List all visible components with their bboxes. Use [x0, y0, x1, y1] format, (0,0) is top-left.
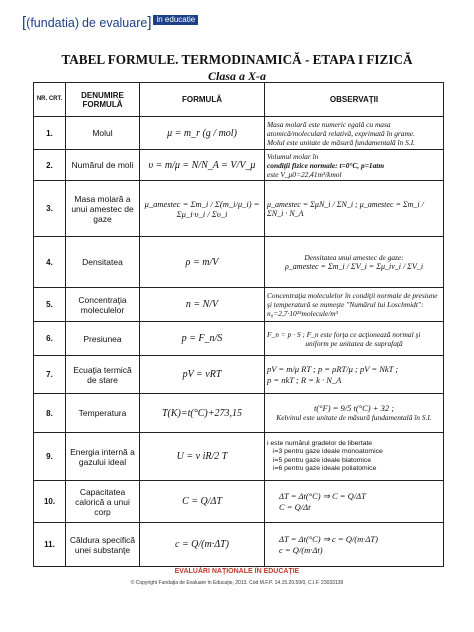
row-name: Concentraţia moleculelor — [66, 288, 140, 322]
table-row — [34, 481, 444, 523]
row-formula: pV = νRT — [140, 356, 265, 394]
table-row — [34, 433, 444, 481]
table-row — [34, 117, 444, 150]
row-formula: ρ = m/V — [140, 237, 265, 288]
row-formula: U = ν iR/2 T — [140, 433, 265, 481]
row-name: Temperatura — [66, 394, 140, 433]
row-name: Energia internă a gazului ideal — [66, 433, 140, 481]
table-row — [34, 523, 444, 567]
logo-close-bracket: ] — [147, 14, 152, 31]
row-observations: ΔT = Δt(°C) ⇒ C = Q/ΔT C = Q/Δt — [265, 481, 444, 523]
row-number: 1. — [34, 117, 66, 150]
row-observations: Densitatea unui amestec de gaze: ρ_amestec = Σm_i / ΣV_i = Σμ_iν_i / ΣV_i — [265, 237, 444, 288]
row-name: Căldura specifică unei substanţe — [66, 523, 140, 567]
row-name: Molul — [66, 117, 140, 150]
row-observations: μ_amestec = ΣμN_i / ΣN_i ; μ_amestec = Σm_i / ΣN_i · N_A — [265, 181, 444, 237]
row-name: Presiunea — [66, 322, 140, 356]
footer-copyright: © Copyright Fundaţia de Evaluare în Educaţie, 2013. Cod M.F.P. 14.15.20.59/0, C.I.F. 23033139 — [130, 580, 344, 586]
table-row — [34, 288, 444, 322]
brand-logo — [22, 14, 198, 40]
row-observations: ΔT = Δt(°C) ⇒ c = Q/(m·ΔT) c = Q/(m·Δt) — [265, 523, 444, 567]
logo-paren-word: (fundatia) — [26, 16, 79, 30]
table-row — [34, 150, 444, 181]
row-formula: c = Q/(m·ΔT) — [140, 523, 265, 567]
header-nr: NR. CRT. — [34, 83, 66, 117]
row-name: Numărul de moli — [66, 150, 140, 181]
row-number: 11. — [34, 523, 66, 567]
row-observations: Masa molară este numeric egală cu masa atomică/moleculară relativă, exprimată în grame. Molul este unitate de măsură fundamentală în S.I. — [265, 117, 444, 150]
table-row — [34, 237, 444, 288]
header-name: DENUMIRE FORMULĂ — [66, 83, 140, 117]
logo-word: de evaluare — [81, 16, 148, 30]
row-formula: μ_amestec = Σm_i / Σ(m_i/μ_i) = Σμ_i·υ_i / Συ_i — [140, 181, 265, 237]
row-name: Masa molară a unui amestec de gaze — [66, 181, 140, 237]
row-number: 3. — [34, 181, 66, 237]
table-row — [34, 394, 444, 433]
table-header-row — [34, 83, 444, 117]
row-formula: p = F_n/S — [140, 322, 265, 356]
row-name: Ecuaţia termică de stare — [66, 356, 140, 394]
row-name: Densitatea — [66, 237, 140, 288]
row-observations: F_n = p · S ; F_n este forţa ce acţionează normal şi uniform pe unitatea de suprafaţă — [265, 322, 444, 356]
row-formula: μ = m_r (g / mol) — [140, 117, 265, 150]
header-formula: FORMULĂ — [140, 83, 265, 117]
table-row — [34, 322, 444, 356]
page-title: TABEL FORMULE. TERMODINAMICĂ - ETAPA I FIZICĂ — [61, 52, 413, 67]
row-formula: T(K)=t(°C)+273,15 — [140, 394, 265, 433]
row-number: 8. — [34, 394, 66, 433]
formula-table — [33, 82, 444, 567]
logo-tag: in educatie — [153, 15, 198, 25]
footer-heading: EVALUĂRI NAŢIONALE ÎN EDUCAŢIE — [174, 568, 300, 575]
row-number: 6. — [34, 322, 66, 356]
row-number: 10. — [34, 481, 66, 523]
row-observations: Concentraţia moleculelor în condiţii normale de presiune şi temperatură se numeşte "Numărul lui Loschmidt": n₀=2,7·10²⁵molecule/m³ — [265, 288, 444, 322]
row-observations: i este numărul gradelor de libertate i=3 pentru gaze ideale monoatomice i=5 pentru gaze ideale biatomice i=6 pentru gaze ideale poliatomice — [265, 433, 444, 481]
row-observations: pV = m/μ RT ; p = ρRT/μ ; pV = NkT ; p = nkT ; R = k · N_A — [265, 356, 444, 394]
row-observations: t(°F) = 9/5 t(°C) + 32 ; Kelvinul este unitate de măsură fundamentală în S.I. — [265, 394, 444, 433]
header-observations: OBSERVAŢII — [265, 83, 444, 117]
row-formula: υ = m/μ = N/N_A = V/V_μ — [140, 150, 265, 181]
row-number: 7. — [34, 356, 66, 394]
row-formula: C = Q/ΔT — [140, 481, 265, 523]
row-number: 9. — [34, 433, 66, 481]
row-observations: Volumul molar în condiţii fizice normale: t=0°C, p=1atm este V_μ0=22,41m³/kmol — [265, 150, 444, 181]
row-number: 4. — [34, 237, 66, 288]
row-formula: n = N/V — [140, 288, 265, 322]
table-row — [34, 181, 444, 237]
row-number: 2. — [34, 150, 66, 181]
logo-open-bracket: [ — [22, 14, 27, 31]
row-name: Capacitatea calorică a unui corp — [66, 481, 140, 523]
table-row — [34, 356, 444, 394]
page-subtitle: Clasa a X-a — [207, 69, 266, 83]
row-number: 5. — [34, 288, 66, 322]
